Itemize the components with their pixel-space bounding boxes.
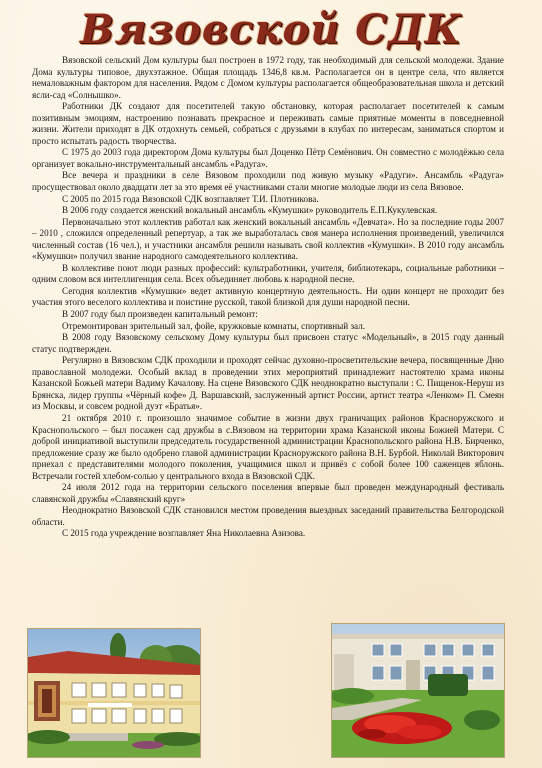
paragraph: 24 июля 2012 года на территории сельского поселения впервые был проведен международный фестиваль славянской дружбы «Славянский круг» (32, 482, 504, 504)
paragraph: В 2008 году Вязовскому сельскому Дому культуры был присвоен статус «Модельный», в 2015 году данный статус подтвержден. (32, 332, 504, 354)
paragraph: Регулярно в Вязовском СДК проходили и проходят сейчас духовно-просветительские вечера, посвященные Дню православной молодежи. Особый вклад в проведении этих мероприятий принадлежит настоятелю храма иконы Казанской Божьей матери Вадиму Качалову. На сцене Вязовского СДК неоднократно выступали : С. Пищенок-Неруш из Брянска, лидер группы «Чёрный кофе» Д. Варшавский, заслуженный артист России, артист театра «Ленком» П. Смеян из Москвы, и совсем родной дуэт «Братья». (32, 355, 504, 412)
building-facade-photo (27, 628, 201, 758)
paragraph: Вязовской сельский Дом культуры был построен в 1972 году, так необходимый для сельской молодежи. Здание Дома культуры типовое, двухэтажное. Общая площадь 1346,8 кв.м. Располагается он в центре села, что является немаловажным фактором для населения. Рядом с Домом культуры располагается общеобразовательная школа и детский ясли-сад «Солнышко». (32, 55, 504, 100)
building-flowerbed-photo (331, 623, 505, 758)
paragraph: В 2007 году был произведен капитальный ремонт: (62, 309, 258, 320)
paragraph: Работники ДК создают для посетителей такую обстановку, которая располагает посетителей к самым позитивным эмоциям, настроению познавать прекрасное и переживать самые приятные моменты в повседневной жизни. Жители приходят в ДК отдохнуть семьей, собраться с друзьями в клубах по интересам, заниматься спортом и просто испытать радость творчества. (32, 101, 504, 146)
paragraph: Все вечера и праздники в селе Вязовом проходили под живую музыку «Радуги». Ансамбль «Радуга» просуществовал около двадцати лет за это время её участниками стали многие молодые люди из села Вязовое. (32, 170, 504, 193)
article-body (32, 55, 504, 540)
paragraph: Отремонтирован зрительный зал, фойе, кружковые комнаты, спортивный зал. (62, 320, 366, 331)
paragraph: С 2005 по 2015 года Вязовской СДК возглавляет Т.И. Плотникова. (62, 193, 319, 204)
page-title: Вязовской СДК (79, 6, 463, 53)
paragraph: Первоначально этот коллектив работал как женский вокальный ансамбль «Девчата». Но за последние годы 2007 – 2010 , сложился определенный репертуар, а так же выработалась своя манера исполнения произведений, увеличился численный состав (16 чел.), и участники ансамбля решили называть свой коллектив «Кумушки». В 2010 году ансамбль «Кумушки» получил звание народного самодеятельного коллектива. (32, 216, 504, 262)
paragraph: В коллективе поют люди разных профессий: культработники, учителя, библиотекарь, социальные работники – одним словом вся интеллигенция села. Всех объединяет любовь к народной песне. (32, 262, 504, 285)
paragraph: Сегодня коллектив «Кумушки» ведет активную концертную деятельность. Ни один концерт не проходит без участия этого веселого коллектива и поистине русской, такой близкой для души народной песни. (32, 285, 504, 308)
paragraph: 21 октября 2010 г. произошло значимое событие в жизни двух граничащих районов Красноружского и Краснопольского – был посажен сад дружбы в с.Вязовом на территории храма Казанской иконы Божией Матери. С доброй инициативой выступили председатель государственной администрации Краснопольского района Н.В. Бирченко, предложение сразу же было одобрено главой администрации Красноружского района В.Н. Бурбой. Николай Викторович приехал с представителями молодого поколения, учащимися школ и привёз с собой более 100 саженцев яблонь. Встречали гостей хлебом-солью у центрального входа в Вязовской СДК. (32, 412, 504, 481)
paragraph: С 1975 до 2003 года директором Дома культуры был Доценко Пётр Семёнович. Он совместно с молодёжью села организует вокально-инструментальный ансамбль «Радуга». (32, 147, 504, 169)
paragraph: В 2006 году создается женский вокальный ансамбль «Кумушки» руководитель Е.П.Кукулевская. (62, 205, 438, 216)
paragraph: Неоднократно Вязовской СДК становился местом проведения выездных заседаний правительства Белгородской области. (32, 505, 504, 527)
paragraph: С 2015 года учреждение возглавляет Яна Николаевна Азизова. (62, 528, 306, 539)
